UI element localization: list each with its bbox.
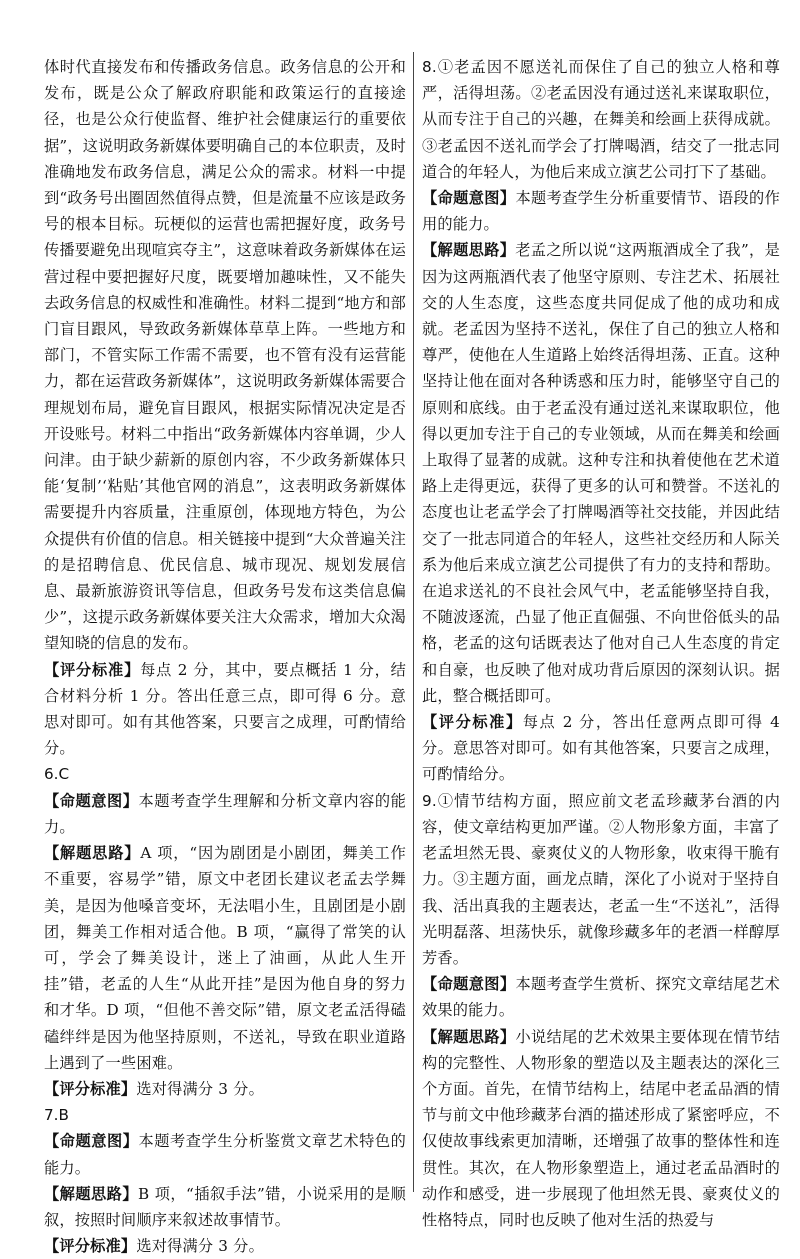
q6-score-block <box>44 1076 406 1102</box>
idea-text: 老孟之所以说“这两瓶酒成全了我”，是因为这两瓶酒代表了他坚守原则、专注艺术、拓展社交的人生态度，这些态度共同促成了他的成功和成就。老孟因为坚持不送礼，保住了自己的独立人格和尊严，使他在人生道路上始终活得坦荡、正直。这种坚持让他在面对各种诱惑和压力时，能够坚守自己的原则和底线。由于老孟没有通过送礼来谋取职位，他得以更加专注于自己的专业领域，从而在舞美和绘画上取得了显著的成就。这种专注和执着使他在艺术道路上走得更远，获得了更多的认可和赞誉。不送礼的态度也让老孟学会了打牌喝酒等社交技能，并因此结交了一批志同道合的年轻人，这些社交经历和人际关系为他后来成立演艺公司提供了有力的支持和帮助。在追求送礼的不良社会风气中，老孟能够坚持自我，不随波逐流，凸显了他正直倔强、不向世俗低头的品格，老孟的这句话既表达了他对自己人生态度的肯定和自豪，也反映了他对成功背后原因的深刻认识。据此，整合概括即可。 <box>422 241 780 705</box>
q6-answer: 6.C <box>44 765 70 784</box>
q9-idea-block <box>422 1024 780 1234</box>
q8-intent-block <box>422 185 780 237</box>
score-text: 每点 2 分，答出任意两点即可得 4 分。意思答对即可。如有其他答案，只要言之成理，可酌情给分。 <box>422 713 780 784</box>
idea-tag: 【解题思路】 <box>44 844 141 863</box>
q8-number: 8. <box>422 58 437 76</box>
q8-idea-block <box>422 237 780 709</box>
intent-tag: 【命题意图】 <box>422 189 516 208</box>
score-tag: 【评分标准】 <box>44 1079 137 1098</box>
score-text: 每点 2 分，其中，要点概括 1 分，结合材料分析 1 分。答出任意三点，即可得 6 分。意思对即可。如有其他答案，只要言之成理，可酌情给分。 <box>44 660 407 758</box>
q8-answer-block <box>422 54 780 185</box>
right-column <box>422 54 780 1233</box>
q9-number: 9. <box>422 791 437 810</box>
q7-answer: 7.B <box>44 1106 69 1125</box>
q9-intent-block <box>422 971 780 1023</box>
intent-tag: 【命题意图】 <box>422 975 516 994</box>
q9-answer-text: ①情节结构方面，照应前文老孟珍藏茅台酒的内容，使文章结构更加严谨。②人物形象方面，丰富了老孟坦然无畏、豪爽仗义的人物形象，收束得干脆有力。③主题方面，画龙点睛，深化了小说对于坚持自我、活出真我的主题表达，老孟一生“不送礼”，活得光明磊落、坦荡快乐，就像珍藏多年的老酒一样醇厚芳香。 <box>422 791 780 967</box>
q8-answer-text: ①老孟因不愿送礼而保住了自己的独立人格和尊严，活得坦荡。②老孟因没有通过送礼来谋取职位，从而专注于自己的兴趣，在舞美和绘画上获得成就。③老孟因不送礼而学会了打牌喝酒，结交了一批志同道合的年轻人，为他后来成立演艺公司打下了基础。 <box>422 58 780 181</box>
intent-text: 本题考查学生理解和分析文章内容的能力。 <box>44 791 406 836</box>
idea-tag: 【解题思路】 <box>422 1027 516 1046</box>
idea-tag: 【解题思路】 <box>422 241 516 260</box>
column-divider <box>413 52 414 1192</box>
q8-score-block <box>422 709 780 788</box>
q7-intent-block <box>44 1128 406 1180</box>
q6-intent-block <box>44 788 406 840</box>
score-tag: 【评分标准】 <box>44 660 141 679</box>
idea-tag: 【解题思路】 <box>44 1184 139 1203</box>
q7-idea-block <box>44 1181 406 1233</box>
intent-text: 本题考查学生赏析、探究文章结尾艺术效果的能力。 <box>422 975 780 1020</box>
score-tag: 【评分标准】 <box>422 713 523 732</box>
score-text: 选对得满分 3 分。 <box>136 1237 264 1256</box>
q5-continued-text: 体时代直接发布和传播政务信息。政务信息的公开和发布，既是公众了解政府职能和政策运行的直接途径，也是公众行使监督、维护社会健康运行的重要依据”，这说明政务新媒体要明确自己的本位职责，及时准确地发布政务信息，满足公众的需求。材料一中提到“政务号出圈固然值得点赞，但是流量不应该是政务号的根本目标。玩梗似的运营也需把握好度，政务号传播要避免出现喧宾夺主”，这意味着政务新媒体在运营过程中要把握好尺度，既要增加趣味性，又不能失去政务信息的权威性和准确性。材料二提到“地方和部门盲目跟风，导致政务新媒体草草上阵。一些地方和部门，不管实际工作需不需要，也不管有没有运营能力，都在运营政务新媒体”，这说明政务新媒体需要合理规划布局，避免盲目跟风，根据实际情况决定是否开设账号。材料二中指出“政务新媒体内容单调，少人问津。由于缺少薪新的原创内容，不少政务新媒体只能‘复制’‘粘贴’其他官网的消息”，这表明政务新媒体需要提升内容质量，注重原创，体现地方特色，为公众提供有价值的信息。相关链接中提到“大众普遍关注的是招聘信息、优民信息、城市现况、规划发展信息、最新旅游资讯等信息，但政务号发布这类信息偏少”，这提示政务新媒体要关注大众需求，增加大众渴望知晓的信息的发布。 <box>44 58 406 653</box>
intent-text: 本题考查学生分析重要情节、语段的作用的能力。 <box>422 189 780 234</box>
intent-tag: 【命题意图】 <box>44 1132 139 1151</box>
q5-score-block <box>44 657 406 762</box>
idea-text: B 项，“插叙手法”错，小说采用的是顺叙，按照时间顺序来叙述故事情节。 <box>44 1184 406 1229</box>
q7-score-block <box>44 1233 406 1259</box>
score-text: 选对得满分 3 分。 <box>136 1079 264 1098</box>
intent-tag: 【命题意图】 <box>44 791 139 810</box>
q6-idea-block <box>44 840 406 1076</box>
idea-text: 小说结尾的艺术效果主要体现在情节结构的完整性、人物形象的塑造以及主题表达的深化三个方面。首先，在情节结构上，结尾中老孟品酒的情节与前文中他珍藏茅台酒的描述形成了紧密呼应，不仅使故事线索更加清晰，还增强了故事的整体性和连贯性。其次，在人物形象塑造上，通过老孟品酒时的动作和感受，进一步展现了他坦然无畏、豪爽仗义的性格特点，同时也反映了他对生活的热爱与 <box>422 1027 780 1229</box>
score-tag: 【评分标准】 <box>44 1237 137 1256</box>
left-column <box>44 54 406 1259</box>
intent-text: 本题考查学生分析鉴赏文章艺术特色的能力。 <box>44 1132 406 1177</box>
q9-answer-block <box>422 788 780 971</box>
idea-text: A 项，“因为剧团是小剧团，舞美工作不重要，容易学”错，原文中老团长建议老孟去学舞美，是因为他嗓音变坏，无法唱小生，且剧团是小剧团，舞美工作相对适合他。B 项，“赢得了常笑的认可，学会了舞美设计，迷上了油画，从此人生开挂”错，老孟的人生“从此开挂”是因为他自身的努力和才华。D 项，“但他不善交际”错，原文老孟活得磕磕绊绊是因为他坚持原则，不送礼，导致在职业道路上遇到了一些困难。 <box>44 844 406 1072</box>
